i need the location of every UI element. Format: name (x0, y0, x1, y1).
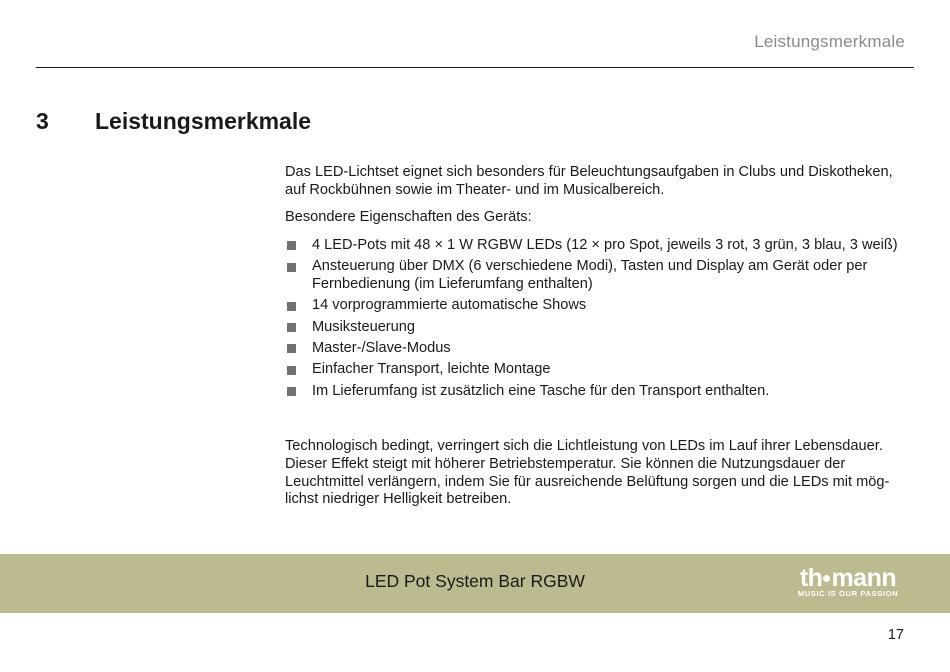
square-bullet-icon (287, 344, 296, 353)
note-paragraph: Technologisch bedingt, verringert sich die Lichtleistung von LEDs im Lauf ihrer Lebensdauer. Dieser Effekt steigt mit höherer Betriebstemperatur. Sie können die Nutzungsdauer der Leuchtmittel verlängern, indem Sie für ausreichende Belüftung sorgen und die LEDs mit mög-lichst niedriger Helligkeit betreiben. (285, 438, 890, 508)
list-item (285, 361, 910, 379)
list-item-text: Ansteuerung über DMX (6 verschiedene Modi), Tasten und Display am Gerät oder per Fernbedienung (im Lieferumfang enthalten) (312, 258, 868, 292)
square-bullet-icon (287, 302, 296, 311)
logo-tagline: MUSIC IS OUR PASSION (797, 589, 899, 598)
page-number: 17 (887, 627, 904, 643)
header-rule (36, 67, 914, 68)
square-bullet-icon (287, 241, 296, 250)
list-item (285, 319, 910, 337)
square-bullet-icon (287, 263, 296, 272)
logo-dot-icon (823, 575, 830, 582)
intro-paragraph: Das LED-Lichtset eignet sich besonders für Beleuchtungsaufgaben in Clubs und Diskotheken, auf Rockbühnen sowie im Theater- und im Musicalbereich. (285, 164, 893, 198)
running-header: Leistungsmerkmale (754, 32, 905, 51)
list-item (285, 297, 910, 315)
list-item (285, 340, 910, 358)
logo-part-2: mann (831, 564, 897, 592)
chapter-title: Leistungsmerkmale (95, 108, 312, 134)
content-body (285, 164, 910, 519)
list-item-text: Einfacher Transport, leichte Montage (312, 361, 551, 378)
chapter-heading (36, 108, 736, 135)
logo-part-1: th (799, 564, 823, 592)
square-bullet-icon (287, 366, 296, 375)
list-item-text: Musiksteuerung (312, 318, 416, 335)
list-item (285, 258, 910, 293)
list-item (285, 383, 910, 401)
thomann-logo (790, 564, 906, 599)
footer-product-name: LED Pot System Bar RGBW (365, 571, 585, 591)
list-item-text: Master-/Slave-Modus (312, 339, 451, 356)
chapter-number: 3 (36, 108, 49, 134)
square-bullet-icon (287, 387, 296, 396)
list-item (285, 237, 910, 255)
square-bullet-icon (287, 323, 296, 332)
list-item-text: 4 LED-Pots mit 48 × 1 W RGBW LEDs (12 × pro Spot, jeweils 3 rot, 3 grün, 3 blau, 3 weiß) (312, 236, 898, 253)
footer-band (0, 554, 950, 613)
feature-list (285, 237, 910, 401)
features-heading: Besondere Eigenschaften des Geräts: (285, 209, 532, 226)
logo-wordmark (790, 564, 906, 592)
list-item-text: Im Lieferumfang ist zusätzlich eine Tasche für den Transport enthalten. (312, 382, 770, 399)
list-item-text: 14 vorprogrammierte automatische Shows (312, 297, 587, 314)
